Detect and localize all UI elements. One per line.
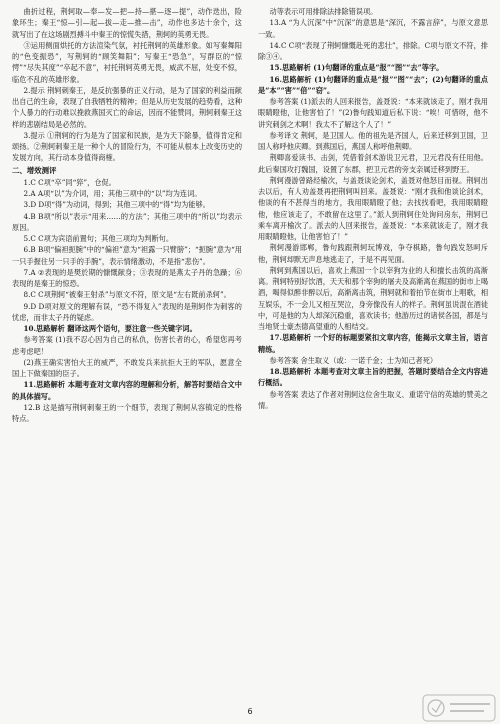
paragraph: 8.C C项荆轲“被秦王射杀”与原文不符，原文是“左右既前杀轲”。 xyxy=(23,290,231,300)
paragraph: 1.C C项“卒”同“猝”，仓促。 xyxy=(23,177,116,187)
paragraph: 荆卿喜爱读书、击剑，凭借着剑术游说卫元君，卫元君没有任用他。此后秦国攻打魏国，设置了东郡，把卫元君的旁支亲属迁移到野王。 xyxy=(258,153,488,174)
paragraph: 参考答案 (1)派去的人回来报告，盖聂说：“本来就该走了，刚才我用眼睛瞪他，让他害怕了！”(2)鲁句践知道后私下说：“唉！可惜呀，他不讲究刺剑之术啊！我太不了解这个人了！” xyxy=(258,97,488,129)
paragraph: 动等表示可用排除法排除错误项。 xyxy=(269,7,378,16)
paragraph: 9.D D项对原文的理解有误，“恐不得复入”表现的是荆轲作为刺客的忧虑，而非太子丹的疑虑。 xyxy=(12,301,242,322)
paragraph: 7.A ②表现的是樊於期的慷慨献身；③表现的是燕太子丹的急躁；⑥表现的是秦王的惊恐。 xyxy=(12,267,242,288)
paragraph: 荆轲漫游曾路经榆次，与盖聂谈论剑术，盖聂对他怒目而视。荆轲出去以后，有人劝盖聂再把荆轲叫回来。盖聂说：“刚才我和他谈论剑术，他谈的有不甚得当的地方，我用眼睛瞪了他；去找找看吧，我用眼睛瞪他，他应该走了，不敢留在这里了。”派人到荆轲住处询问房东，荆轲已乘车离开榆次了。派去的人回来报告，盖聂说：“本来就该走了，刚才我用眼睛瞪他，让他害怕了！” xyxy=(258,175,488,241)
paragraph: 参考译文 荆轲，是卫国人。他的祖先是齐国人，后来迁移到卫国，卫国人称呼他庆卿。到燕国后，燕国人称呼他荆卿。 xyxy=(258,130,488,151)
paragraph: (2)燕王确实害怕大王的威严，不敢发兵来抗拒大王的军队，愿意全国上下做秦国的臣子。 xyxy=(12,357,242,378)
paragraph: 曲折过程，荆轲取—奉—发—把—持—揕—逐—提”，动作迭出，险象环生；秦王“惊—引—起—拔—走—推—击”，动作也多达十余个，这就写出了在这场剧烈搏斗中秦王的惊慌失措，荆轲的英勇无畏。 xyxy=(12,7,242,39)
paragraph: 荆轲漫游邯郸，鲁句践跟荆轲玩博戏，争夺棋路，鲁句践发怒呵斥他，荆轲却默无声息地逃走了，于是不再见面。 xyxy=(258,243,488,264)
document-page xyxy=(12,6,488,706)
left-column xyxy=(12,6,242,424)
page-number: 6 xyxy=(247,707,253,716)
paragraph: 参考答案 舍生取义（或：一诺千金；士为知己者死） xyxy=(269,355,438,365)
section-heading: 二、增效测评 xyxy=(12,165,57,175)
paragraph: 参考答案 (1)我不忍心因为自己的私仇，伤害长者的心，希望您再考虑考虑吧！ xyxy=(12,335,242,356)
paragraph: 荆轲到燕国以后，喜欢上燕国一个以宰狗为业的人和擅长击筑的高渐离。荆轲特别好饮酒，天天和那个宰狗的屠夫及高渐离在燕国的街市上喝酒，喝得似醉非醉以后，高渐离击筑，荆轲就和着拍节在街市上唱歌，相互娱乐，不一会儿又相互哭泣，身旁像没有人的样子。荆轲虽说混在酒徒中，可是他的为人却深沉稳重，喜欢读书；他游历过的诸侯各国，都是与当地贤士豪杰德高望重的人相结交。 xyxy=(258,265,489,331)
right-column xyxy=(258,6,488,411)
paragraph: 12.B 这是描写荆轲刺秦王的一个细节，表现了荆轲从容镇定的性格特点。 xyxy=(12,402,242,423)
paragraph: ③运用侧面烘托的方法渲染气氛，衬托荆轲的英雄形象。如写秦舞阳的“色变振恐”，写荆轲的“顾笑舞阳”；写秦王“恐急”，写群臣的“惊愕”“尽失其度”“卒起不意”，衬托荆轲英勇无畏，威武不屈，处变不惊，临危不乱的英雄形象。 xyxy=(12,40,242,84)
paragraph: 3.D D项“得”为动词，得到；其他三项中的“得”均为能够。 xyxy=(23,200,210,210)
paragraph: 参考答案 表达了作者对荆轲这位舍生取义、重诺守信的英雄的赞美之情。 xyxy=(258,389,488,410)
paragraph: 2.提示 荆轲刺秦王，是反抗强暴的正义行动，是为了国家的利益而献出自己的生命，表现了自我牺牲的精神；但是从历史发展的趋势看，这种个人暴力的行动难以挽救燕国灭亡的命运，因而不能赞同，荆轲刺秦王这样的悲剧结局是必然的。 xyxy=(12,85,243,129)
paragraph: 16.思路解析 (1)句翻译的重点是“报”“图”“去”；(2)句翻译的重点是“本”“害”“倍”“窃”。 xyxy=(258,74,488,95)
paragraph: 5.C C项为宾语前置句；其他三项均为判断句。 xyxy=(23,234,174,243)
paragraph: 3.提示 ①荆轲的行为是为了国家和民族，是为天下除暴，值得肯定和颂扬。②荆轲刺秦王是一种个人的冒险行为，不可能从根本上改变历史的发展方向，其行动本身值得商榷。 xyxy=(12,130,243,163)
paragraph: 11.思路解析 本题考查对文章内容的理解和分析，解答时要结合文中的具体描写。 xyxy=(12,380,242,401)
paragraph: 15.思路解析 (1)句翻译的重点是“报”“图”“去”等字。 xyxy=(269,63,444,73)
paragraph: 4.B B项“所以”表示“用来……的方法”；其他三项中的“所以”均表示原因。 xyxy=(12,211,242,232)
watermark-logo xyxy=(422,694,496,722)
paragraph: 17.思路解析 一个好的标题要紧扣文章内容，能揭示文章主旨，语言精练。 xyxy=(258,333,488,354)
paragraph: 18.思路解析 本题考查对文章主旨的把握，答题时要结合全文内容进行概括。 xyxy=(258,367,488,388)
paragraph: 13.A “为人沉深”中“沉深”的意思是“深沉，不露言辞”，与原文意思一致。 xyxy=(258,18,488,39)
paragraph: 14.C C项“表现了荆轲慷慨赴死的悲壮”，排除。C项与原文不符，排除③④。 xyxy=(258,40,488,61)
paragraph: 2.A A项“以”为介词，用；其他三项中的“以”均为连词。 xyxy=(23,189,202,198)
paragraph: 6.B B项“偏袒扼腕”中的“偏袒”意为“袒露一只臂膀”；“扼腕”意为“用一只手握住另一只手的手腕”，表示情绪激动，不是指“悲伤”。 xyxy=(12,245,242,266)
paragraph: 10.思路解析 翻译这两个语句，要注意一些关键字词。 xyxy=(23,324,197,333)
